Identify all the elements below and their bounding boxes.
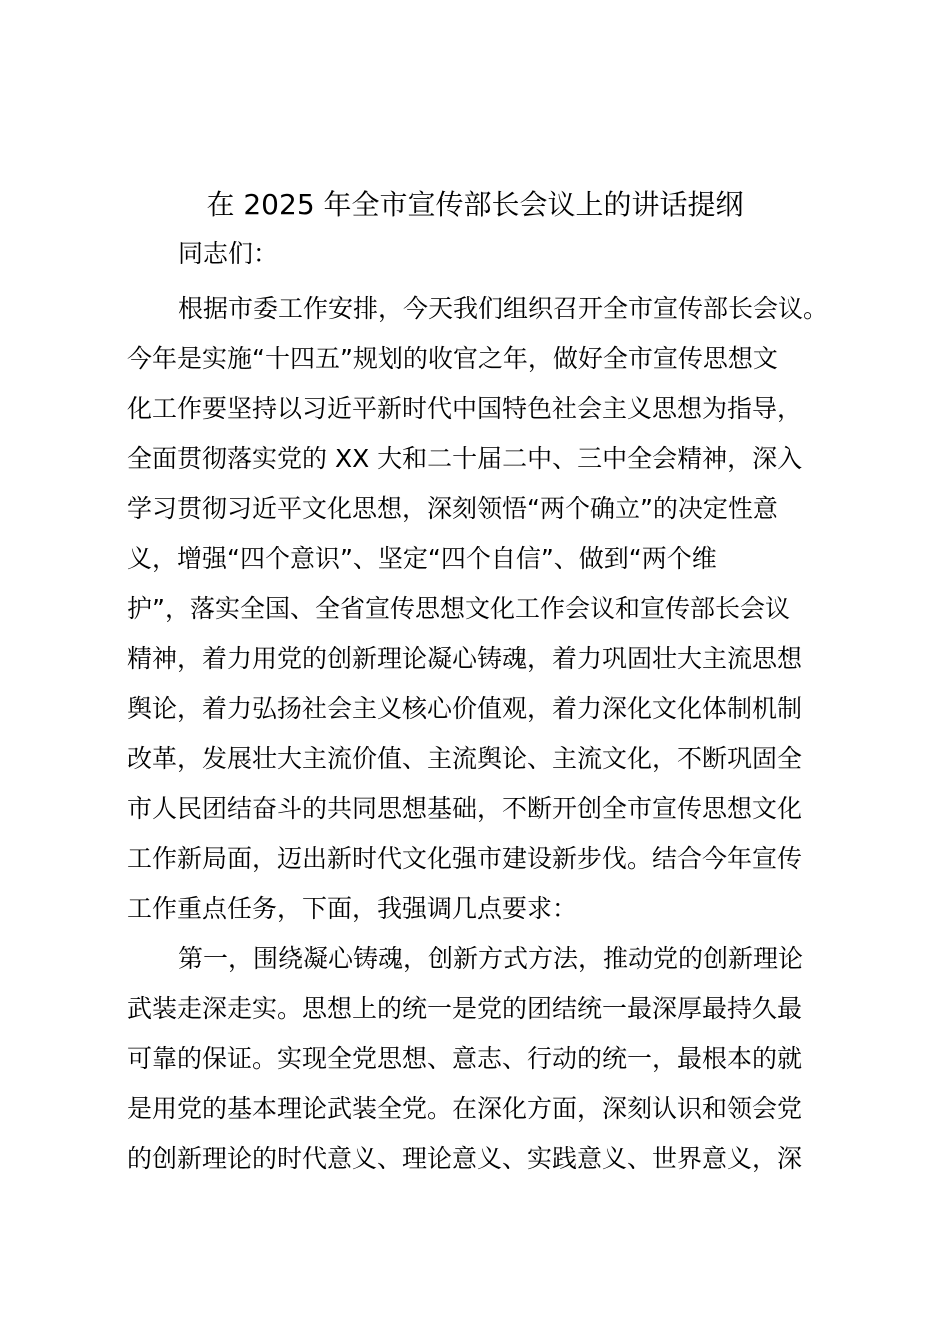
text-line: 的创新理论的时代意义、理论意义、实践意义、世界意义，深: [127, 1144, 803, 1173]
text-line: 第一，围绕凝心铸魂，创新方式方法，推动党的创新理论: [178, 944, 804, 973]
text-line: 学习贯彻习近平文化思想，深刻领悟“两个确立”的决定性意: [127, 494, 778, 523]
text-line: 义，增强“四个意识”、坚定“四个自信”、做到“两个维: [127, 544, 717, 573]
text-line: 今年是实施“十四五”规划的收官之年，做好全市宣传思想文: [127, 344, 778, 373]
text-line: 改革，发展壮大主流价值、主流舆论、主流文化，不断巩固全: [127, 744, 803, 773]
text-line: 可靠的保证。实现全党思想、意志、行动的统一，最根本的就: [127, 1044, 803, 1073]
text-line: 舆论，着力弘扬社会主义核心价值观，着力深化文化体制机制: [127, 694, 803, 723]
text-line: 武装走深走实。思想上的统一是党的团结统一最深厚最持久最: [127, 994, 803, 1023]
text-line: 全面贯彻落实党的 XX 大和二十届二中、三中全会精神，深入: [127, 444, 803, 473]
text-line: 工作重点任务，下面，我强调几点要求：: [127, 894, 578, 923]
text-line: 是用党的基本理论武装全党。在深化方面，深刻认识和领会党: [127, 1094, 803, 1123]
text-line: 精神，着力用党的创新理论凝心铸魂，着力巩固壮大主流思想: [127, 644, 803, 673]
text-line: 工作新局面，迈出新时代文化强市建设新步伐。结合今年宣传: [127, 844, 803, 873]
body-text: [0, 284, 950, 1184]
greeting: 同志们：: [178, 239, 279, 268]
text-line: 护”，落实全国、全省宣传思想文化工作会议和宣传部长会议: [127, 594, 790, 623]
text-line: 市人民团结奋斗的共同思想基础，不断开创全市宣传思想文化: [127, 794, 803, 823]
text-line: 根据市委工作安排，今天我们组织召开全市宣传部长会议。: [178, 294, 829, 323]
document-title: 在 2025 年全市宣传部长会议上的讲话提纲: [206, 188, 744, 221]
text-line: 化工作要坚持以习近平新时代中国特色社会主义思想为指导，: [127, 394, 803, 423]
